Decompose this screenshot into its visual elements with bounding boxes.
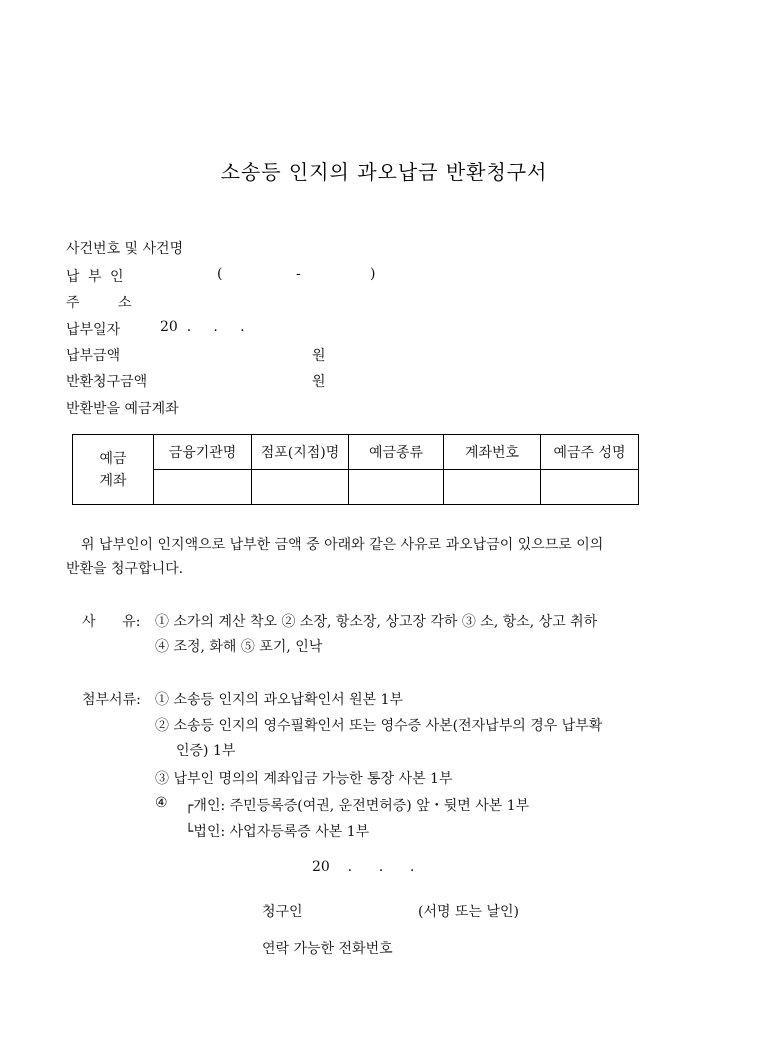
amount-unit: 원 [312, 348, 326, 364]
statement-line1: 위 납부인이 인지액으로 납부한 금액 중 아래와 같은 사유로 과오납금이 있으므로 이의 [81, 537, 604, 553]
date-value: 20 . . . [160, 319, 245, 335]
signature-date: 20 . . . [312, 859, 415, 875]
attachment-item3: ③ 납부인 명의의 계좌입금 가능한 통장 사본 1부 [155, 771, 453, 787]
document-title: 소송등 인지의 과오납금 반환청구서 [220, 160, 548, 184]
statement-line2: 반환을 청구합니다. [66, 561, 184, 577]
attachment-item2-line2: 인증) 1부 [176, 743, 236, 759]
account-row-header-line1: 예금 [99, 450, 127, 467]
column-deposit-type: 예금종류 [349, 435, 444, 470]
attachment-item4-number: ④ [155, 795, 168, 811]
account-number-cell[interactable] [444, 470, 541, 505]
signature-or-seal: (서명 또는 날인) [418, 904, 519, 920]
column-bank-name: 금융기관명 [154, 435, 252, 470]
address-label-second: 소 [118, 295, 132, 311]
date-label: 납부일자 [66, 322, 121, 338]
case-number-label: 사건번호 및 사건명 [66, 241, 184, 257]
attachment-item4-corporate: └법인: 사업자등록증 사본 1부 [185, 824, 370, 840]
deposit-type-cell[interactable] [349, 470, 444, 505]
account-row-header [73, 435, 154, 505]
branch-name-cell[interactable] [252, 470, 349, 505]
account-label: 반환받을 예금계좌 [66, 401, 179, 417]
account-row-header-line2: 계좌 [99, 472, 127, 489]
reasons-line2: ④ 조정, 화해 ⑤ 포기, 인낙 [155, 639, 323, 655]
reasons-line1: ① 소가의 계산 착오 ② 소장, 항소장, 상고장 각하 ③ 소, 항소, 상고 취하 [155, 614, 598, 630]
column-holder-name: 예금주 성명 [541, 435, 639, 470]
attachments-label: 첨부서류: [82, 692, 141, 708]
attachment-item4-individual: ┌개인: 주민등록증(여권, 운전면허증) 앞・뒷면 사본 1부 [185, 798, 530, 814]
column-branch-name: 점포(지점)명 [252, 435, 349, 470]
amount-label: 납부금액 [66, 348, 121, 364]
payer-label: 납 부 인 [66, 269, 126, 285]
refund-amount-label: 반환청구금액 [66, 374, 148, 390]
refund-amount-unit: 원 [312, 374, 326, 390]
claimant-label: 청구인 [262, 904, 303, 920]
payer-dash: - [296, 266, 301, 282]
account-table-header-row [73, 435, 639, 470]
bank-name-cell[interactable] [154, 470, 252, 505]
attachment-item1: ① 소송등 인지의 과오납확인서 원본 1부 [155, 692, 404, 708]
address-label-first: 주 [66, 295, 80, 311]
phone-number-label: 연락 가능한 전화번호 [262, 941, 393, 957]
reasons-label: 사 유: [82, 614, 141, 630]
account-table [72, 434, 639, 505]
attachment-item2-line1: ② 소송등 인지의 영수필확인서 또는 영수증 사본(전자납부의 경우 납부확 [155, 718, 603, 734]
holder-name-cell[interactable] [541, 470, 639, 505]
account-table-entry-row [73, 470, 639, 505]
payer-paren-close: ) [370, 266, 376, 282]
payer-paren-open: ( [217, 266, 223, 282]
column-account-number: 계좌번호 [444, 435, 541, 470]
